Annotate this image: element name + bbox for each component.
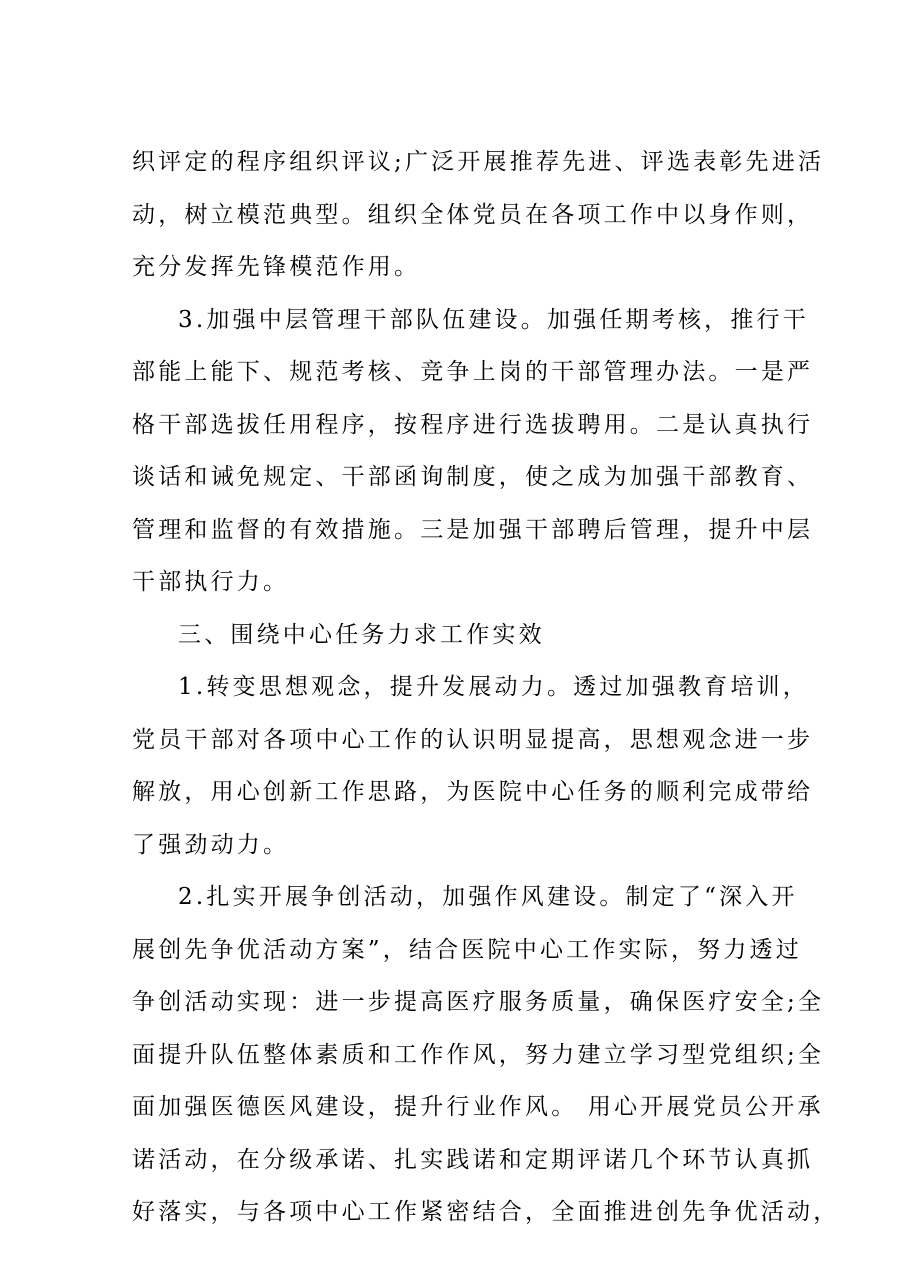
text-line: 诺活动，在分级承诺、扎实践诺和定期评诺几个环节认真抓 <box>132 1146 814 1173</box>
document-body <box>132 136 840 1239</box>
text-line: 展创先争优活动方案”，结合医院中心工作实际，努力透过 <box>132 936 802 963</box>
text-line: 好落实，与各项中心工作紧密结合，全面推进创先争优活动， <box>132 1199 840 1225</box>
text-line: 1.转变思想观念，提升发展动力。透过加强教育培训， <box>178 674 809 700</box>
text-line: 干部执行力。 <box>132 569 290 595</box>
text-line: 谈话和诫免规定、干部函询制度，使之成为加强干部教育、 <box>132 464 814 490</box>
text-line: 面提升队伍整体素质和工作作风，努力建立学习型党组织;全 <box>132 1041 825 1068</box>
text-line: 党员干部对各项中心工作的认识明显提高，思想观念进一步 <box>132 726 814 753</box>
text-line: 动，树立模范典型。组织全体党员在各项工作中以身作则， <box>132 201 814 228</box>
text-line: 三、围绕中心任务力求工作实效 <box>178 621 545 648</box>
text-line: 部能上能下、规范考核、竞争上岗的干部管理办法。一是严 <box>132 359 814 385</box>
text-line: 2.扎实开展争创活动，加强作风建设。制定了“深入开 <box>178 884 798 910</box>
text-line: 管理和监督的有效措施。三是加强干部聘后管理，提升中层 <box>132 516 814 543</box>
text-line: 织评定的程序组织评议;广泛开展推荐先进、评选表彰先进活 <box>132 149 825 175</box>
text-line: 面加强医德医风建设，提升行业作风。 用心开展党员公开承 <box>132 1094 824 1120</box>
text-line: 解放，用心创新工作思路，为医院中心任务的顺利完成带给 <box>132 779 814 805</box>
text-line: 争创活动实现：进一步提高医疗服务质量，确保医疗安全;全 <box>132 989 825 1015</box>
text-line: 了强劲动力。 <box>132 831 290 858</box>
text-line: 格干部选拔任用程序，按程序进行选拔聘用。二是认真执行 <box>132 411 814 438</box>
text-line: 充分发挥先锋模范作用。 <box>132 254 421 280</box>
text-line: 3.加强中层管理干部队伍建设。加强任期考核，推行干 <box>178 306 809 333</box>
